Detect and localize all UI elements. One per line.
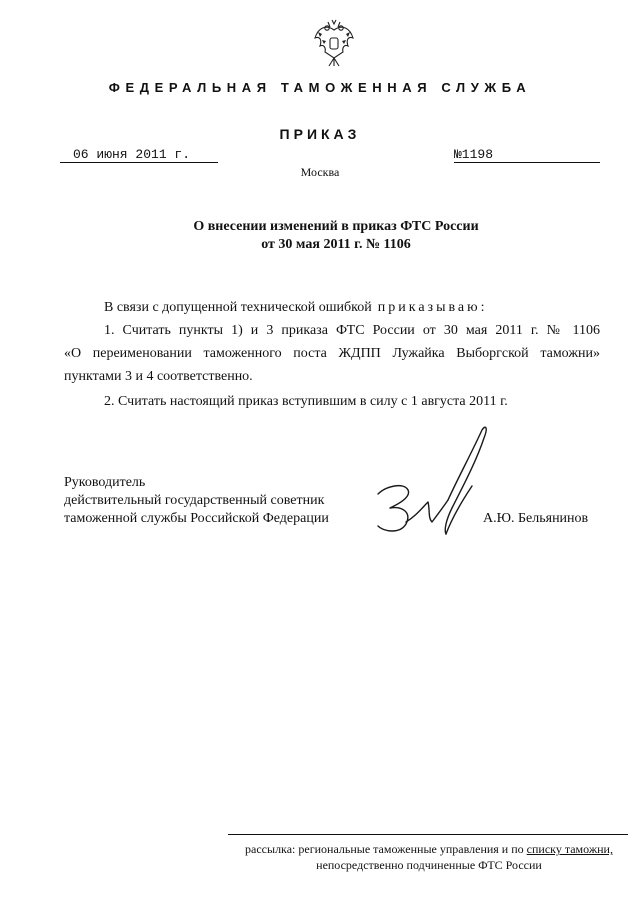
footer-divider (228, 834, 628, 835)
intro-text: В связи с допущенной технической ошибкой (104, 300, 372, 315)
signatory-block (64, 474, 329, 528)
distribution-prefix: рассылка: региональные таможенные управления и по (245, 842, 524, 856)
document-type: ПРИКАЗ (279, 126, 361, 142)
distribution-underlined: списку таможни, (526, 842, 613, 856)
item-1-line-2: «О переименовании таможенного поста ЖДПП Лужайка Выборгской таможни» (64, 346, 600, 361)
intro-paragraph (104, 296, 487, 319)
order-number-field (454, 147, 600, 163)
signatory-role-2: действительный государственный советник (64, 493, 325, 508)
order-word: приказываю: (377, 300, 488, 315)
signatory-role-1: Руководитель (64, 475, 146, 490)
distribution-line-1 (228, 841, 630, 857)
distribution-line-2: непосредственно подчиненные ФТС России (316, 858, 542, 872)
item-1-line-3: пунктами 3 и 4 соответственно. (64, 369, 253, 384)
handwritten-signature-icon (372, 422, 502, 548)
signatory-role-3: таможенной службы Российской Федерации (64, 511, 329, 526)
city: Москва (300, 165, 340, 179)
order-subject (0, 218, 640, 254)
subject-line-1: О внесении изменений в приказ ФТС России (193, 219, 479, 234)
order-number: №1198 (454, 147, 494, 162)
distribution-list (228, 841, 630, 873)
item-2: 2. Считать настоящий приказ вступившим в силу с 1 августа 2011 г. (104, 394, 508, 409)
agency-name: ФЕДЕРАЛЬНАЯ ТАМОЖЕННАЯ СЛУЖБА (108, 80, 532, 95)
eagle-emblem-icon (312, 18, 356, 68)
item-1-line-1: 1. Считать пункты 1) и 3 приказа ФТС России от 30 мая 2011 г. № 1106 (104, 323, 600, 338)
signatory-name: А.Ю. Бельянинов (483, 511, 589, 526)
subject-line-2: от 30 мая 2011 г. № 1106 (261, 237, 411, 252)
order-date: 06 июня 2011 г. (60, 147, 218, 163)
